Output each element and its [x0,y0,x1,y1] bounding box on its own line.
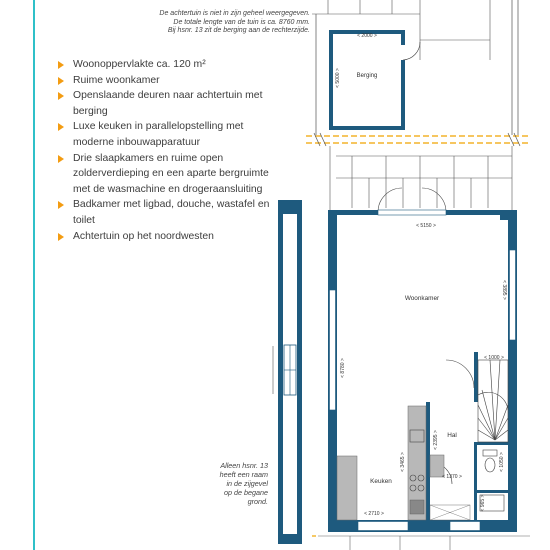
side-elevation [273,200,302,544]
garden-note-line: De achtertuin is niet in zijn geheel weergegeven. [159,10,310,17]
cut-marks [314,133,520,146]
dim-living-depth: < 3895 > [501,280,507,300]
room-label-hal: Hal [447,432,457,439]
dim-living-width: < 5150 > [416,223,436,229]
dim-total-depth: < 8780 > [340,358,346,378]
dim-hal-depth-2: < 2395 > [433,430,439,450]
feature-item: Ruime woonkamer [58,73,278,89]
feature-item: Achtertuin op het noordwesten [58,229,278,245]
feature-item: Woonoppervlakte ca. 120 m² [58,57,278,73]
garden-note-line: De totale lengte van de tuin is ca. 8760 mm. [173,18,310,26]
terrace-door-swings [378,188,446,212]
garden-fence-right [512,0,518,135]
staircase [478,360,508,442]
dim-toilet-depth: < 1050 > [499,452,505,472]
dim-hal-width: < 1370 > [442,474,462,480]
feature-item: Drie slaapkamers en ruime open zolderverdieping en een aparte bergruimte met de wasmachine en drogeraansluiting [58,151,278,198]
terrace-door-opening [378,210,446,215]
room-label-woonkamer: Woonkamer [404,295,440,302]
room-label-keuken: Keuken [370,478,392,485]
dim-berging-depth: < 5000 > [335,68,341,88]
dim-berging-width: < 2000 > [357,33,377,39]
feature-item: Luxe keuken in parallelopstelling met moderne inbouwapparatuur [58,119,278,150]
feature-item: Badkamer met ligbad, douche, wastafel en toilet [58,197,278,228]
garden-note-line: Bij hsnr. 13 zit de berging aan de rechterzijde. [167,27,310,35]
dim-hal-depth: < 3465 > [400,452,406,472]
berging-door-swing [403,42,420,60]
dim-toilet-depth-2: < 965 > [480,494,486,512]
hall-door-swing [446,360,474,388]
berging-room [331,32,403,128]
terrace-paving [330,146,512,210]
dim-kitchen-width: < 2710 > [364,511,384,517]
cut-line [306,136,530,143]
feature-item: Openslaande deuren naar achtertuin met berging [58,88,278,119]
dim-stair-width: < 1000 > [484,355,504,361]
street-paving [318,536,530,550]
side-window-note: Alleen hsnr. 13 heeft een raam in de zijgevel op de begane grond. [219,461,268,506]
room-label-berging: Berging [356,73,378,79]
